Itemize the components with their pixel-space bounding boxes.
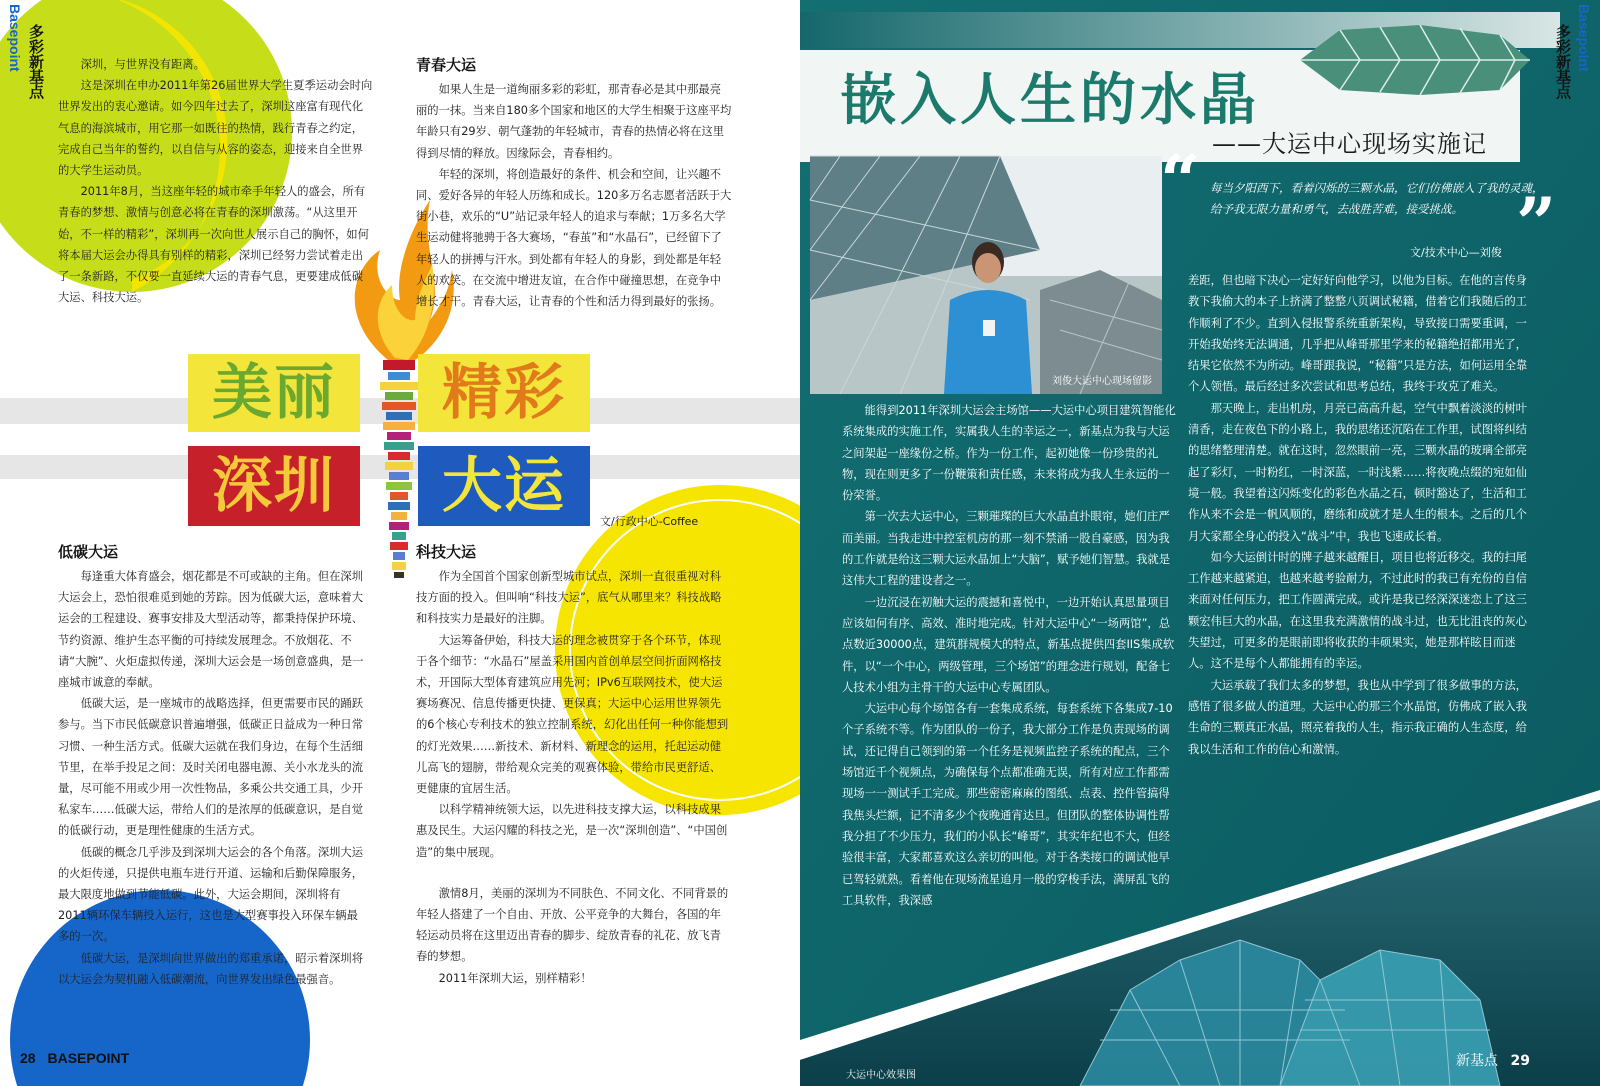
lowcarbon-paragraph: 低碳大运，是一座城市的战略选择，但更需要市民的踊跃参与。当下市民低碳意识普遍增强，低碳正日益成为一种日常习惯、一种生活方式。低碳大运就在我们身边，在每个生活细节里，在举手投足之间：及时关闭电器电源、关小水龙头的流量，尽可能不用或少用一次性物品，多乘公共交通工具，少开私家车……低碳大运，带给人们的是浓厚的低碳意识，是自觉的低碳行动，更是理性健康的生活方式。 — [58, 697, 364, 838]
right-page-number: 29 — [1510, 1053, 1530, 1069]
intro-paragraph: 这是深圳在申办2011年第26届世界大学生夏季运动会时向世界发出的衷心邀请。如今四年过去了，深圳这座富有现代化气息的海滨城市，用它那一如既往的热情，践行青春之约定，完成自己当年的誓约，以自信与从容的姿态，迎接来自全世界的大学生运动员。 — [58, 79, 373, 178]
lowcarbon-paragraph: 每逢重大体育盛会，烟花都是不可或缺的主角。但在深圳大运会上，恐怕很难觅到她的芳踪。因为低碳大运，意味着大运会的工程建设、赛事安排及大型活动等，都秉持保护环境、节约资源、维护生态平衡的可持续发展理念。不放烟花、不请“大腕”、火炬虚拟传递，深圳大运会是一场创意盛典，是一座城市诚意的奉献。 — [58, 570, 364, 690]
article-paragraph: 那天晚上，走出机房，月亮已高高升起，空气中飘着淡淡的树叶清香，走在夜色下的小路上，我的思绪还沉陷在工作里，试图将纠结的思绪整理清楚。就在这时，忽然眼前一亮，三颗水晶的玻璃全部亮起了彩灯，一时粉红，一时深蓝，一时浅紫……将夜晚点缀的宛如仙境一般。我望着这闪烁变化的彩色水晶之石，顿时豁达了，生活和工作从来不会是一帆风顺的，磨练和成就才是人生的根本。之后的几个月大家都全身心的投入“战斗”中，我也飞速成长着。 — [1188, 401, 1527, 543]
right-byline: 文/技术中心—刘俊 — [1410, 246, 1502, 259]
article-paragraph: 大运承载了我们太多的梦想，我也从中学到了很多做事的方法，感悟了很多做人的道理。大运中心的那三个水晶馆，仿佛成了嵌入我生命的三颗真正水晶，照亮着我的人生，指示我正确的人生态度，给我以生活和工作的信心和激情。 — [1188, 678, 1527, 756]
article-subtitle: ——大运中心现场实施记 — [1212, 130, 1487, 158]
tech-paragraph: 作为全国首个国家创新型城市试点，深圳一直很重视对科技方面的投入。但叫响“科技大运”，底气从哪里来？科技战略和科技实力是最好的注脚。 — [416, 570, 722, 626]
lowcarbon-heading: 低碳大运 — [58, 543, 119, 561]
right-footer-brand: 新基点 — [1456, 1053, 1498, 1069]
right-section-tab — [1575, 4, 1594, 134]
right-column-1 — [842, 400, 1177, 911]
tab-en-label: Basepoint — [1576, 4, 1592, 72]
left-footer-brand: BASEPOINT — [47, 1050, 130, 1066]
tab-cn-label: 多彩新基点 — [27, 24, 45, 99]
tech-heading: 科技大运 — [416, 543, 477, 561]
intro-paragraph: 2011年8月，当这座年轻的城市牵手年轻人的盛会，所有青春的梦想、激情与创意必将在青春的深圳激荡。“从这里开始，不一样的精彩”，深圳再一次向世人展示自己的胸怀，如何将本届大运会办得具有别样的精彩，深圳已经努力尝试着走出了一条新路，不仅要一直延续大运的青春气息，更要建成低碳大运、科技大运。 — [58, 185, 369, 305]
article-paragraph: 一边沉浸在初触大运的震撼和喜悦中，一边开始认真思量项目应该如何有序、高效、准时地完成。针对大运中心“一场两馆”，总点数近30000点，建筑群规模大的特点，新基点提供四套IIS集成软件，以“一个中心，两级管理，三个场馆”的理念进行规划，配备七人技术小组为主骨干的大运中心专属团队。 — [842, 595, 1175, 694]
lowcarbon-paragraph: 低碳大运，是深圳向世界做出的郑重承诺，昭示着深圳将以大运会为契机融入低碳潮流，向世界发出绿色最强音。 — [58, 951, 364, 986]
pull-quote: 每当夕阳西下，看着闪烁的三颗水晶，它们仿佛嵌入了我的灵魂，给予我无限力量和勇气，去战胜苦难，接受挑战。 — [1210, 181, 1544, 216]
close-quote-mark: ” — [1516, 182, 1557, 265]
slogan-splendid: 精彩 — [418, 354, 590, 432]
tab-en-label: Basepoint — [7, 4, 23, 72]
article-title: 嵌入人生的水晶 — [840, 67, 1260, 133]
person-shirt — [944, 290, 1032, 394]
tech-paragraph: 大运筹备伊始，科技大运的理念被贯穿于各个环节，体现于各个细节：“水晶石”屋盖采用国内首创单层空间折面网格技术，开国际大型体育建筑应用先河；IPv6互联网技术，使大运赛场赛况、信息传播更快捷、更保真；大运中心运用世界领先的6个核心专利技术的独立控制系统，幻化出任何一种你能想到的灯光效果……新技术、新材料、新理念的运用，托起运动健儿高飞的翅膀，带给观众完美的观赛体验，带给市民更舒适、更健康的宜居生活。 — [416, 633, 729, 796]
slogan-universiade: 大运 — [418, 446, 590, 526]
slogan-beautiful: 美丽 — [188, 354, 360, 432]
left-section-tab — [6, 4, 25, 134]
bottom-image-caption: 大运中心效果图 — [846, 1070, 916, 1081]
right-section-tab-cn — [1553, 24, 1574, 99]
right-column-2 — [1188, 270, 1533, 760]
closing-paragraph: 激情8月，美丽的深圳为不同肤色、不同文化、不同背景的年轻人搭建了一个自由、开放、公平竞争的大舞台，各国的年轻运动员将在这里迈出青春的脚步、绽放青春的礼花、放飞青春的梦想。 — [416, 886, 729, 964]
left-footer — [20, 1050, 129, 1066]
article-paragraph: 差距，但也暗下决心一定好好向他学习，以他为目标。在他的言传身教下我偷大的本子上挤满了整整八页调试秘籍，借着它们我随后的工作顺利了不少。直到入侵报警系统重新架构，导致接口需要重调，一开始我始终无法调通，几乎把从峰哥那里学来的秘籍绝招都用光了，结果它依然不为所动。峰哥跟我说，“秘籍”只是方法，如何运用全靠个人领悟。最后经过多次尝试和思考总结，我终于攻克了难关。 — [1188, 274, 1528, 394]
article-paragraph: 第一次去大运中心，三颗璀璨的巨大水晶直扑眼帘，她们庄严而美丽。当我走进中控室机房的那一刻不禁涌一股自豪感，因为我的工作就是给这三颗大运水晶加上“大脑”，赋予她们智慧。我就是这伟大工程的建设者之一。 — [842, 510, 1171, 588]
tab-cn-label: 多彩新基点 — [1554, 24, 1572, 99]
lowcarbon-paragraph: 低碳的概念几乎涉及到深圳大运会的各个角落。深圳大运的火炬传递，只提供电瓶车进行开道、运输和后勤保障服务，最大限度地做到节能低碳。此外，大运会期间，深圳将有2011辆环保车辆投入运行，这也是大型赛事投入环保车辆最多的一次。 — [58, 845, 364, 944]
intro-column — [58, 54, 374, 308]
article-paragraph: 大运中心每个场馆各有一套集成系统，每套系统下各集成7-10个子系统不等。作为团队的一份子，我大部分工作是负责现场的调试，还记得自己领到的第一个任务是视频监控子系统的配点，三个场馆近千个视频点，为确保每个点都准确无误，所有对应工作都需现场一一测试手工完成。那些密密麻麻的图纸、点表、控件管搞得我焦头烂额，记不清多少个夜晚通宵达旦。但团队的整体协调性帮我分担了不少压力，我们的小队长“峰哥”，其实年纪也不大，但经验很丰富，大家都喜欢这么亲切的叫他。对于各类接口的调试他早已驾轻就熟。看着他在现场流星追月一般的穿梭手法，满屏乱飞的工具软件，我深感 — [842, 702, 1173, 907]
torch-body — [380, 360, 418, 578]
gray-band-top — [0, 398, 800, 424]
youth-section — [416, 54, 732, 312]
youth-paragraph: 年轻的深圳，将创造最好的条件、机会和空间，让兴趣不同、爱好各异的年轻人历练和成长。120多万名志愿者活跃于大街小巷，欢乐的“U”站记录年轻人的追求与奉献；1万多名大学生运动健将驰骋于各大赛场，“春茧”和“水晶石”，已经留下了年轻人的拼搏与汗水。到处都有年轻人的身影，到处都是年轻人的欢笑。在交流中增进友谊，在合作中碰撞思想，在竞争中增长才干。青春大运，让青春的个性和活力得到最好的张扬。 — [416, 167, 732, 309]
right-footer — [1456, 1050, 1530, 1070]
article-paragraph: 能得到2011年深圳大运会主场馆——大运中心项目建筑智能化系统集成的实施工作，实属我人生的幸运之一，新基点为我与大运之间架起一座缘份之桥。作为一份工作，起初她像一份珍贵的礼物，现在则更多了一份鞭策和责任感，未来将成为我人生永远的一份荣誉。 — [842, 404, 1176, 503]
left-section-tab-cn — [26, 24, 47, 99]
closing-paragraph: 2011年深圳大运，别样精彩！ — [438, 971, 592, 985]
tech-paragraph: 以科学精神统领大运，以先进科技支撑大运，以科技成果惠及民生。大运闪耀的科技之光，是一次“深圳创造”、“中国创造”的集中展现。 — [416, 803, 728, 859]
youth-paragraph: 如果人生是一道绚丽多彩的彩虹，那青春必是其中那最亮丽的一抹。当来自180多个国家和地区的大学生相聚于这座平均年龄只有29岁、朝气蓬勃的年轻城市，青春的热情必将在这里得到尽情的释放。因缘际会，青春相约。 — [416, 83, 732, 160]
right-page — [800, 0, 1600, 1086]
left-byline: 文/行政中心-Coffee — [600, 515, 699, 528]
open-quote-mark: “ — [1160, 139, 1201, 222]
crystal-roof-image — [1300, 25, 1530, 95]
photo-caption: 刘俊大运中心现场留影 — [1052, 376, 1152, 387]
youth-heading: 青春大运 — [416, 56, 477, 74]
slogan-shenzhen: 深圳 — [188, 446, 360, 526]
left-page-number: 28 — [20, 1050, 36, 1066]
portrait-photo — [810, 156, 1162, 394]
article-paragraph: 如今大运倒计时的牌子越来越醒目，项目也将近移交。我的扫尾工作越来越紧迫，也越来越考验耐力，不过此时的我已有充份的自信来面对任何压力，把工作圆满完成。或许是我已经深深迷恋上了这三颗宏伟巨大的水晶，在这里我充满激情的战斗过，也无比沮丧的灰心失望过，可更多的是眼前即将收获的丰硕果实，她是那样眩目而迷人。这不是每个人都能拥有的幸运。 — [1188, 550, 1527, 671]
intro-paragraph: 深圳，与世界没有距离。 — [80, 58, 205, 71]
tech-section — [416, 541, 732, 989]
lowcarbon-section — [58, 541, 368, 990]
